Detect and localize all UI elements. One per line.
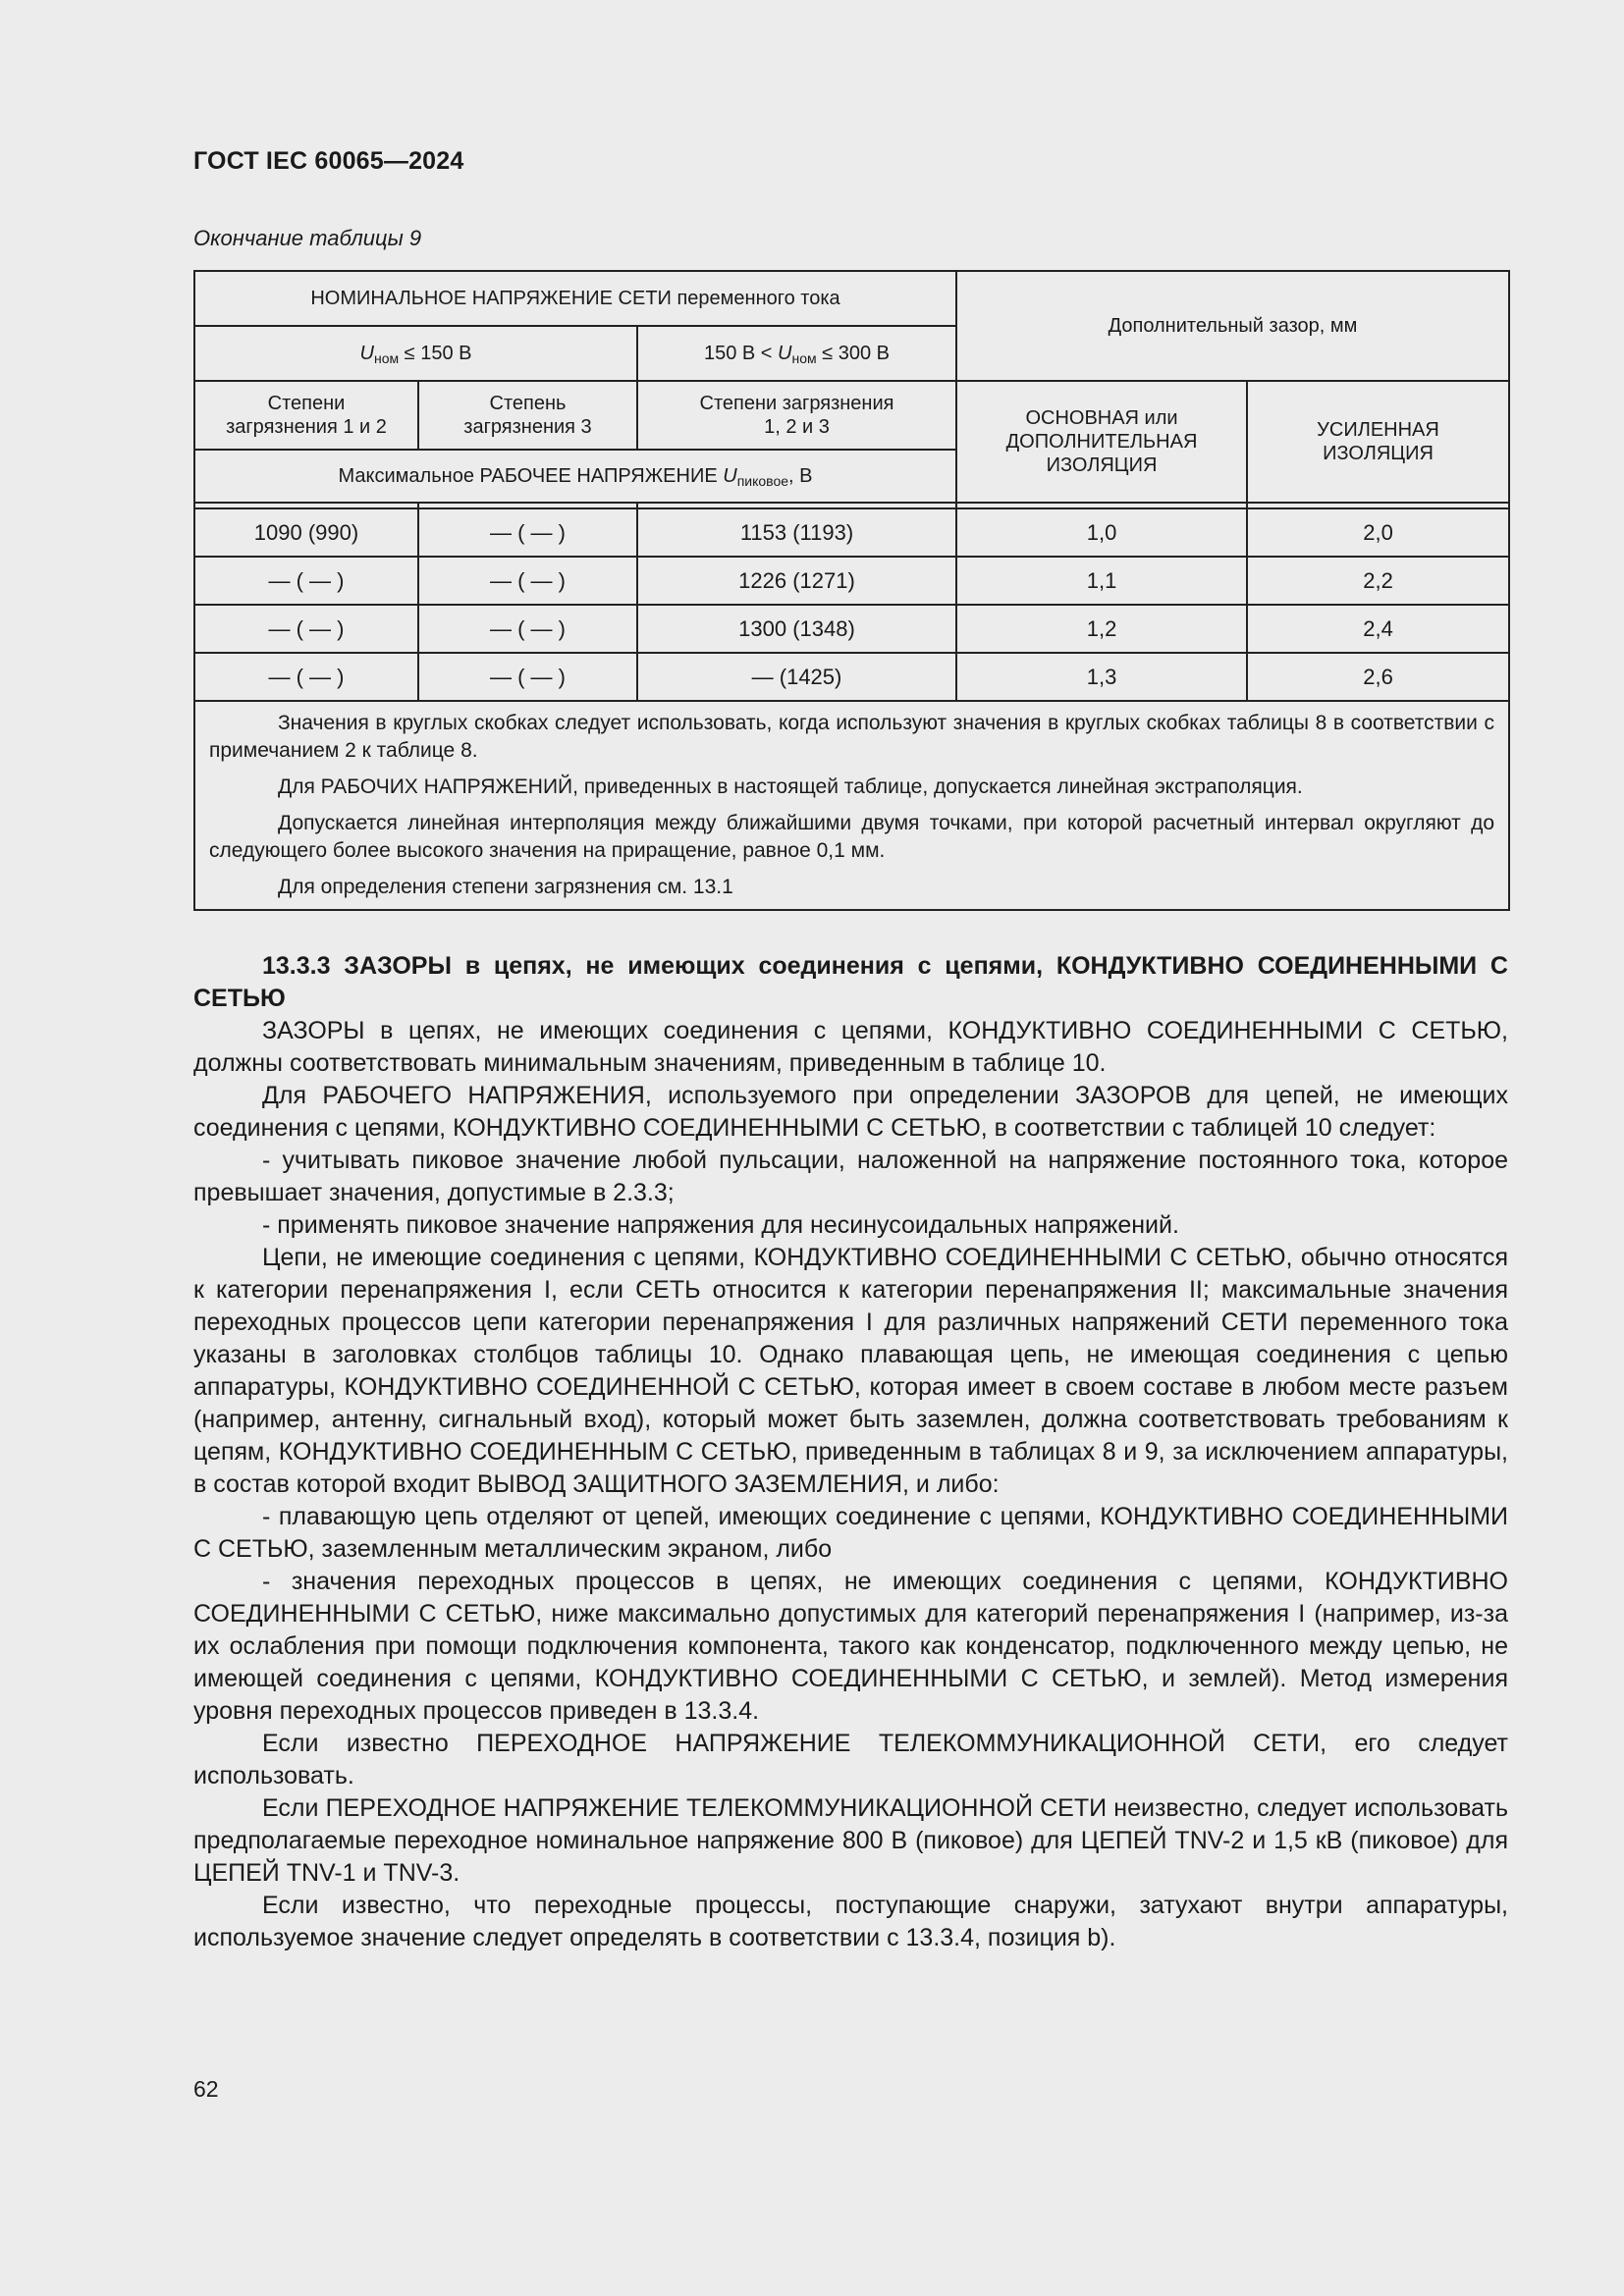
header-voltage-le-150: $U_{ном} \le 150$ В [194,326,637,381]
header-pollution-1-2: Степени загрязнения 1 и 2 [194,381,418,450]
section-body [193,950,1508,1954]
table-cell: 1226 (1271) [637,557,956,605]
table-cell: 2,6 [1247,653,1509,701]
header-working-voltage: Максимальное РАБОЧЕЕ НАПРЯЖЕНИЕ $U_{пиковое}$, В [194,450,956,503]
list-item: - учитывать пиковое значение любой пульсации, наложенной на напряжение постоянного тока, которое превышает значения, допустимые в 2.3.3; [193,1147,1508,1206]
table-cell: — (1425) [637,653,956,701]
table-cell: 1,0 [956,508,1247,557]
table-cell: 2,4 [1247,605,1509,653]
table-cell: — ( — ) [418,508,637,557]
table-caption: Окончание таблицы 9 [193,226,422,250]
table-row [194,557,1509,605]
table-row [194,653,1509,701]
table-note: Для определения степени загрязнения см. 13.1 [278,876,733,898]
page-number: 62 [193,2076,219,2102]
table-cell: 1090 (990) [194,508,418,557]
table-cell: 2,2 [1247,557,1509,605]
table-cell: 1300 (1348) [637,605,956,653]
table-cell: 1,1 [956,557,1247,605]
table-note: Допускается линейная интерполяция между ближайшими двумя точками, при которой расчетный интервал округляют до следующего более высокого значения на приращение, равное 0,1 мм. [209,812,1495,862]
table-cell: — ( — ) [418,653,637,701]
header-voltage-150-300: 150 $В < U_{ном} \le 300$ В [637,326,956,381]
table-row [194,605,1509,653]
table-cell: — ( — ) [194,557,418,605]
header-reinforced-insulation: УСИЛЕННАЯ ИЗОЛЯЦИЯ [1247,381,1509,503]
table-row [194,508,1509,557]
header-pollution-3: Степень загрязнения 3 [418,381,637,450]
list-item: - плавающую цепь отделяют от цепей, имеющих соединение с цепями, КОНДУКТИВНО СОЕДИНЕННЫМИ С СЕТЬЮ, заземленным металлическим экраном, либо [193,1503,1508,1563]
table-cell: — ( — ) [194,605,418,653]
section-heading: 13.3.3 ЗАЗОРЫ в цепях, не имеющих соединения с цепями, КОНДУКТИВНО СОЕДИНЕННЫМИ С СЕТЬЮ [193,952,1508,1012]
paragraph: Если ПЕРЕХОДНОЕ НАПРЯЖЕНИЕ ТЕЛЕКОММУНИКАЦИОННОЙ СЕТИ неизвестно, следует использовать предполагаемые переходное номинальное напряжение 800 В (пиковое) для ЦЕПЕЙ TNV-2 и 1,5 кВ (пиковое) для ЦЕПЕЙ TNV-1 и TNV-3. [193,1794,1508,1887]
standard-title: ГОСТ IEC 60065—2024 [193,147,464,175]
table-cell: — ( — ) [418,605,637,653]
table-note: Значения в круглых скобках следует использовать, когда используют значения в круглых скобках таблицы 8 в соответствии с примечанием 2 к таблице 8. [209,712,1495,762]
table-cell: 1,2 [956,605,1247,653]
table-note: Для РАБОЧИХ НАПРЯЖЕНИЙ, приведенных в настоящей таблице, допускается линейная экстраполяция. [278,775,1303,798]
header-basic-insulation: ОСНОВНАЯ или ДОПОЛНИТЕЛЬНАЯ ИЗОЛЯЦИЯ [956,381,1247,503]
table-cell: — ( — ) [194,653,418,701]
table-cell: 1153 (1193) [637,508,956,557]
table-cell: 2,0 [1247,508,1509,557]
table-cell: — ( — ) [418,557,637,605]
list-item: - значения переходных процессов в цепях, не имеющих соединения с цепями, КОНДУКТИВНО СОЕДИНЕННЫМИ С СЕТЬЮ, ниже максимально допустимых для категорий перенапряжения I (например, из-за их ослабления при помощи подключения компонента, такого как конденсатор, подключенного между цепью, не имеющей соединения с цепями, КОНДУКТИВНО СОЕДИНЕННЫМИ С СЕТЬЮ, и землей). Метод измерения уровня переходных процессов приведен в 13.3.4. [193,1568,1508,1725]
paragraph: Цепи, не имеющие соединения с цепями, КОНДУКТИВНО СОЕДИНЕННЫМИ С СЕТЬЮ, обычно относятся к категории перенапряжения I, если СЕТЬ относится к категории перенапряжения II; максимальные значения переходных процессов цепи категории перенапряжения I для различных напряжений СЕТИ переменного тока указаны в заголовках столбцов таблицы 10. Однако плавающая цепь, не имеющая соединения с цепью аппаратуры, КОНДУКТИВНО СОЕДИНЕННОЙ С СЕТЬЮ, которая имеет в своем составе в любом месте разъем (например, антенну, сигнальный вход), который может быть заземлен, должна соответствовать требованиям к цепям, КОНДУКТИВНО СОЕДИНЕННЫМ С СЕТЬЮ, приведенным в таблицах 8 и 9, за исключением аппаратуры, в состав которой входит ВЫВОД ЗАЩИТНОГО ЗАЗЕМЛЕНИЯ, и либо: [193,1244,1508,1498]
paragraph: Если известно, что переходные процессы, поступающие снаружи, затухают внутри аппаратуры, используемое значение следует определять в соответствии с 13.3.4, позиция b). [193,1892,1508,1951]
paragraph: ЗАЗОРЫ в цепях, не имеющих соединения с цепями, КОНДУКТИВНО СОЕДИНЕННЫМИ С СЕТЬЮ, должны соответствовать минимальным значениям, приведенным в таблице 10. [193,1017,1508,1077]
paragraph: Если известно ПЕРЕХОДНОЕ НАПРЯЖЕНИЕ ТЕЛЕКОММУНИКАЦИОННОЙ СЕТИ, его следует использовать. [193,1730,1508,1789]
header-pollution-1-2-3: Степени загрязнения 1, 2 и 3 [637,381,956,450]
list-item: - применять пиковое значение напряжения для несинусоидальных напряжений. [262,1211,1179,1239]
paragraph: Для РАБОЧЕГО НАПРЯЖЕНИЯ, используемого при определении ЗАЗОРОВ для цепей, не имеющих соединения с цепями, КОНДУКТИВНО СОЕДИНЕННЫМИ С СЕТЬЮ, в соответствии с таблицей 10 следует: [193,1082,1508,1142]
table-cell: 1,3 [956,653,1247,701]
clearance-table [193,270,1510,911]
header-additional-clearance: Дополнительный зазор, мм [956,271,1509,381]
header-mains-voltage: НОМИНАЛЬНОЕ НАПРЯЖЕНИЕ СЕТИ переменного тока [194,271,956,326]
table-notes [194,701,1509,910]
